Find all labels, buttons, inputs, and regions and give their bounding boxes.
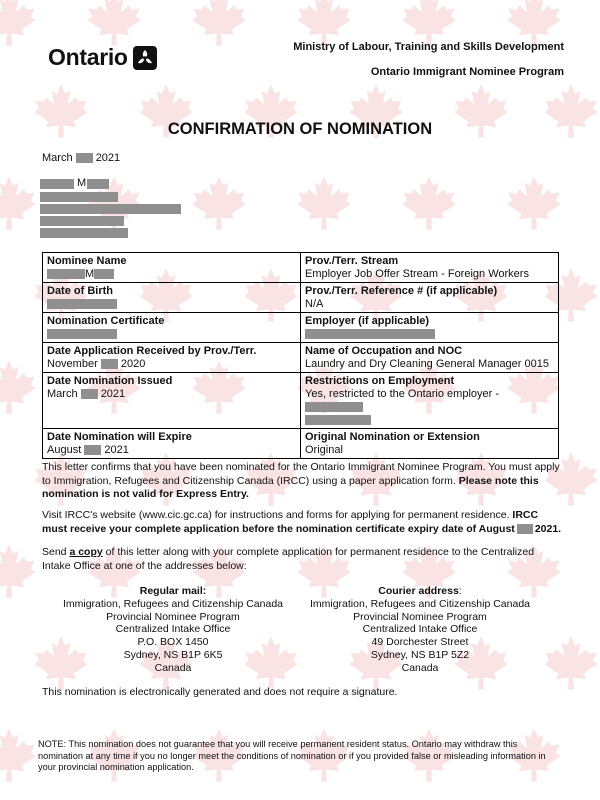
maple-leaf-icon <box>85 0 143 48</box>
original-value: Original <box>305 444 343 456</box>
table-cell <box>301 313 559 343</box>
certificate-label: Nomination Certificate <box>47 315 165 327</box>
redaction <box>87 179 109 189</box>
received-year: 2020 <box>120 358 146 370</box>
address-line: Sydney, NS B1P 5Z2 <box>370 648 470 661</box>
address-line: Sydney, NS B1P 6K5 <box>123 648 223 661</box>
expire-month: August <box>47 444 82 456</box>
courier-address <box>295 585 545 675</box>
expire-year: 2021 <box>104 444 129 456</box>
address-line: Canada <box>154 661 192 674</box>
table-cell <box>43 253 301 283</box>
nominee-initial: M <box>85 268 95 280</box>
redaction <box>40 192 118 202</box>
reference-value: N/A <box>305 298 324 310</box>
ontario-logo <box>48 44 157 71</box>
para1-bold: Please note this nomination is not valid for Express Entry. <box>42 474 539 500</box>
regular-mail-address <box>48 585 298 675</box>
table-cell <box>301 429 559 459</box>
para3-pre: Send <box>42 546 67 558</box>
date-year: 2021 <box>95 152 121 164</box>
maple-leaf-icon <box>0 174 38 232</box>
recipient-initial: M <box>77 177 87 189</box>
redaction <box>76 153 93 163</box>
redaction <box>305 402 363 412</box>
maple-leaf-icon <box>0 358 38 416</box>
employer-value <box>305 328 554 341</box>
nominee-name-label: Nominee Name <box>47 255 127 267</box>
regular-mail-heading: Regular mail: <box>139 585 207 597</box>
redaction <box>47 269 85 279</box>
table-row <box>43 373 559 429</box>
table-cell <box>43 373 301 429</box>
nominee-name-value <box>47 268 296 281</box>
restrictions-text: Yes, restricted to the Ontario employer - <box>305 388 500 400</box>
redaction <box>84 445 101 455</box>
restrictions-label: Restrictions on Employment <box>305 375 455 387</box>
address-line: Provincial Nominee Program <box>353 610 487 623</box>
address-line: Centralized Intake Office <box>115 623 231 636</box>
para2-bold-end: 2021. <box>534 522 562 535</box>
footer-note: NOTE: This nomination does not guarantee that you will receive permanent resident status. Ontario may withdraw this nomination at any time if you no longer meet the conditions of nomination or if you provided false or misleading information in your provincial nomination application. <box>38 739 546 772</box>
expire-value <box>47 444 296 457</box>
certificate-value <box>47 328 296 341</box>
table-cell <box>43 429 301 459</box>
issued-month: March <box>47 388 78 400</box>
maple-leaf-icon <box>190 0 248 48</box>
employer-label: Employer (if applicable) <box>305 315 430 327</box>
redaction <box>40 204 181 214</box>
restrictions-value-line2 <box>305 414 554 427</box>
address-line: Provincial Nominee Program <box>106 610 240 623</box>
redaction <box>47 299 117 309</box>
maple-leaf-icon <box>190 174 248 232</box>
redaction <box>40 228 128 238</box>
received-label: Date Application Received by Prov./Terr. <box>47 345 257 357</box>
maple-leaf-icon <box>400 174 458 232</box>
reference-label: Prov./Terr. Reference # (if applicable) <box>305 285 498 297</box>
issued-value <box>47 388 296 401</box>
para2-bold: IRCC must receive your complete application before the nomination certificate expiry date of August <box>42 509 539 535</box>
redaction <box>81 389 98 399</box>
table-cell <box>43 313 301 343</box>
expire-label: Date Nomination will Expire <box>47 431 192 443</box>
ministry-name: Ministry of Labour, Training and Skills Development <box>293 41 564 53</box>
maple-leaf-icon <box>0 0 38 48</box>
table-row <box>43 283 559 313</box>
issued-year: 2021 <box>100 388 126 400</box>
stream-label: Prov./Terr. Stream <box>305 255 399 267</box>
courier-heading-line <box>295 585 545 598</box>
trillium-icon <box>133 46 157 70</box>
table-cell <box>43 343 301 373</box>
redaction <box>40 179 74 189</box>
address-line: P.O. BOX 1450 <box>137 636 209 649</box>
para3-emphasis: a copy <box>69 546 103 558</box>
maple-leaf-icon <box>505 174 563 232</box>
occupation-label: Name of Occupation and NOC <box>305 345 463 357</box>
program-name: Ontario Immigrant Nominee Program <box>370 66 564 78</box>
restrictions-value <box>305 388 554 414</box>
para3-post: of this letter along with your complete application for permanent residence to the Centralized Intake Office at one of the addresses below: <box>42 546 535 572</box>
address-line: Immigration, Refugees and Citizenship Canada <box>309 597 531 610</box>
logo-text: Ontario <box>48 44 128 70</box>
para1-text: This letter confirms that you have been nominated for the Ontario Immigrant Nominee Program. You must apply to Immigration, Refugees and Citizenship Canada (IRCC) using a paper application form. <box>42 461 560 487</box>
table-row <box>43 313 559 343</box>
page-title: CONFIRMATION OF NOMINATION <box>167 120 433 138</box>
address-line: Centralized Intake Office <box>362 623 478 636</box>
redaction <box>517 524 533 534</box>
redaction <box>40 216 124 226</box>
maple-leaf-icon <box>295 174 353 232</box>
dob-value <box>47 298 296 311</box>
courier-heading: Courier address <box>378 585 459 597</box>
issued-label: Date Nomination Issued <box>47 375 173 387</box>
table-row <box>43 253 559 283</box>
courier-colon: : <box>458 585 462 597</box>
send-paragraph <box>42 546 562 573</box>
received-month: November <box>47 358 98 370</box>
date-month: March <box>42 152 73 164</box>
address-line: 49 Dorchester Street <box>371 636 469 649</box>
address-line: Immigration, Refugees and Citizenship Canada <box>62 597 284 610</box>
table-row <box>43 429 559 459</box>
occupation-value: Laundry and Dry Cleaning General Manager 0015 <box>305 358 549 370</box>
stream-value: Employer Job Offer Stream - Foreign Workers <box>305 268 529 280</box>
confirmation-paragraph <box>42 461 562 502</box>
table-cell <box>301 373 559 429</box>
table-cell <box>301 253 559 283</box>
signature-note: This nomination is electronically generated and does not require a signature. <box>42 686 398 698</box>
table-cell <box>301 283 559 313</box>
maple-leaf-icon <box>0 542 38 600</box>
table-row <box>43 343 559 373</box>
redaction <box>47 329 117 339</box>
table-cell <box>301 343 559 373</box>
original-label: Original Nomination or Extension <box>305 431 480 443</box>
para2-text: Visit IRCC's website (www.cic.gc.ca) for instructions and forms for applying for permanent residence. <box>42 509 510 521</box>
redaction <box>305 329 435 339</box>
instructions-paragraph <box>42 509 562 536</box>
letter-date <box>42 152 120 164</box>
address-line: Canada <box>401 661 439 674</box>
dob-label: Date of Birth <box>47 285 113 297</box>
table-cell <box>43 283 301 313</box>
redaction <box>101 359 118 369</box>
redaction <box>305 415 371 425</box>
nomination-details-table <box>42 252 559 459</box>
redaction <box>94 269 114 279</box>
maple-leaf-icon <box>0 726 38 784</box>
received-value <box>47 358 296 371</box>
maple-leaf-icon <box>542 634 600 692</box>
